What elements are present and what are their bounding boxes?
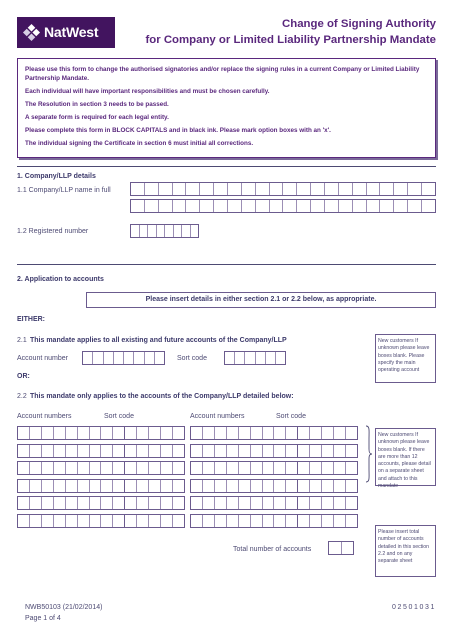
form-code: NWB50103 (21/02/2014) — [25, 604, 103, 611]
column-sort-code-2: Sort code — [276, 413, 306, 420]
total-accounts-note: Please insert total number of accounts detailed in this section 2.2 and on any separate sheet — [375, 525, 436, 577]
instruction-3: The Resolution in section 3 needs to be passed. — [25, 101, 169, 108]
registered-number-field[interactable] — [130, 224, 199, 238]
account-entry-row[interactable] — [190, 479, 358, 493]
total-accounts-label: Total number of accounts — [233, 546, 312, 553]
natwest-logo — [17, 17, 115, 48]
form-title-line2: for Company or Limited Liability Partnership Mandate — [145, 34, 436, 46]
barcode-number: 02501031 — [392, 604, 436, 611]
option-2-1-text: This mandate applies to all existing and future accounts of the Company/LLP — [30, 337, 287, 344]
total-accounts-field[interactable] — [328, 541, 354, 555]
instruction-5: Please complete this form in BLOCK CAPITALS and in black ink. Please mark option boxes with an 'x'. — [25, 127, 331, 134]
option-2-2-number: 2.2 — [17, 393, 27, 400]
account-number-label: Account number — [17, 355, 68, 362]
instructions-box — [17, 58, 436, 158]
instruction-2: Each individual will have important responsibilities and must be chosen carefully. — [25, 88, 270, 95]
account-entry-row[interactable] — [190, 514, 358, 528]
account-entry-row[interactable] — [190, 444, 358, 458]
account-entry-row[interactable] — [190, 426, 358, 440]
section2-heading: 2. Application to accounts — [17, 276, 104, 283]
column-account-numbers: Account numbers — [17, 413, 72, 420]
column-account-numbers-2: Account numbers — [190, 413, 245, 420]
company-name-label: 1.1 Company/LLP name in full — [17, 187, 111, 194]
account-number-field[interactable] — [82, 351, 165, 365]
brand-name: NatWest — [44, 24, 99, 40]
accounts-grid-right — [190, 426, 358, 531]
account-entry-row[interactable] — [190, 496, 358, 510]
section-divider — [17, 264, 436, 265]
new-customers-note: New customers If unknown please leave boxes blank. Please specify the main operating account — [375, 334, 436, 383]
instruction-1: Please use this form to change the authorised signatories and/or replace the signing rules in a current Company or Limited Liability Partnership Mandate. — [25, 66, 420, 82]
account-entry-row[interactable] — [17, 426, 185, 440]
account-entry-row[interactable] — [17, 461, 185, 475]
form-title-line1: Change of Signing Authority — [282, 18, 436, 30]
or-label: OR: — [17, 373, 30, 380]
company-name-field-line1[interactable] — [130, 182, 436, 196]
company-name-field-line2[interactable] — [130, 199, 436, 213]
account-entry-row[interactable] — [17, 479, 185, 493]
page-number: Page 1 of 4 — [25, 615, 61, 622]
registered-number-label: 1.2 Registered number — [17, 228, 89, 235]
option-2-2-text: This mandate only applies to the accounts of the Company/LLP detailed below: — [30, 393, 294, 400]
option-2-1-number: 2.1 — [17, 337, 27, 344]
account-entry-row[interactable] — [17, 514, 185, 528]
sort-code-field[interactable] — [224, 351, 286, 365]
column-sort-code: Sort code — [104, 413, 134, 420]
either-label: EITHER: — [17, 316, 45, 323]
account-entry-row[interactable] — [190, 461, 358, 475]
natwest-cubes-icon — [22, 23, 41, 42]
account-entry-row[interactable] — [17, 444, 185, 458]
brace-icon — [365, 425, 373, 483]
more-accounts-note: New customers If unknown please leave boxes blank. If there are more than 12 accounts, please detail on a separate sheet and attach to this mandate — [375, 428, 436, 486]
section-divider — [17, 166, 436, 167]
account-entry-row[interactable] — [17, 496, 185, 510]
instruction-6: The individual signing the Certificate in section 6 must initial all corrections. — [25, 140, 254, 147]
section1-heading: 1. Company/LLP details — [17, 173, 96, 180]
sort-code-label: Sort code — [177, 355, 207, 362]
instruction-4: A separate form is required for each legal entity. — [25, 114, 169, 121]
accounts-grid-left — [17, 426, 185, 531]
section2-instruction-banner: Please insert details in either section 2.1 or 2.2 below, as appropriate. — [86, 292, 436, 308]
